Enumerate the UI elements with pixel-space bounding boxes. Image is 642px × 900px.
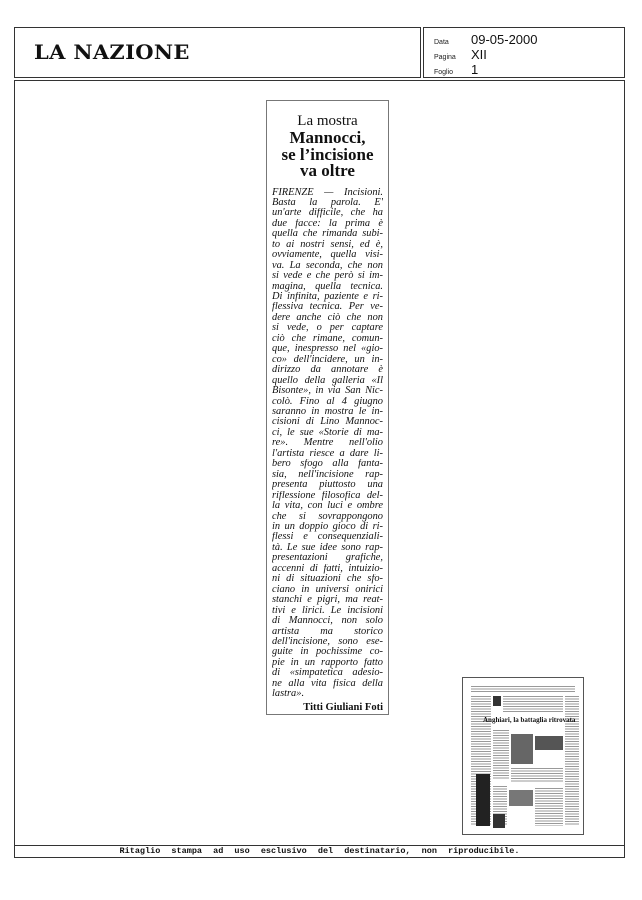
thumb-text-block [493,730,509,780]
article-body-line: si vede e che però si im- [272,271,383,282]
meta-page-value: XII [471,47,487,62]
newspaper-masthead: LA NAZIONE [34,40,190,64]
article-body-line: stanchi e pigri, ma reat- [272,595,383,606]
thumb-photo [493,814,505,828]
article-body-line: ciano in universi onirici [272,584,383,595]
article-body-line: Basta la parola. E' [272,197,383,208]
article-body-line: sia, nell'incisione rap- [272,469,383,480]
thumb-text-block [471,686,575,692]
article-body-line: l'artista riesce a dare li- [272,448,383,459]
article-body-line: che si sovrappongono [272,511,383,522]
article-body-line: accenni di fatti, intuizio- [272,563,383,574]
article-body-line: flessiva tecnica. Per ve- [272,302,383,313]
thumb-text-block [503,696,563,712]
article-body-line: magina, quella tecnica. [272,281,383,292]
article-title-line: va oltre [300,161,355,180]
meta-date [434,32,538,47]
article-body-line: FIRENZE — Incisioni. [272,187,383,198]
article-body-line: colò. Fino al 4 giugno [272,396,383,407]
article-body-line: quella che rimanda subi- [272,229,383,240]
article-body-line: ovviamente, quella visi- [272,250,383,261]
article-body-line: co» dell'incidere, un in- [272,354,383,365]
article-body-line: bero sfogo alla fanta- [272,459,383,470]
article-body-line: va. La seconda, che non [272,260,383,271]
clipping-meta [423,27,625,78]
meta-date-value: 09-05-2000 [471,32,538,47]
article-author: Titti Giuliani Foti [303,701,383,713]
article-body-line: due facce: la prima è [272,218,383,229]
article-body-line: ci, le sue «Storie di ma- [272,427,383,438]
thumb-photo [509,790,533,806]
article-body-line: la vita, con luci e ombre [272,501,383,512]
article-body-line: ni di situazioni che sfo- [272,574,383,585]
article-kicker: La mostra [297,113,358,129]
meta-page-label: Pagina [434,54,456,61]
thumb-headline: Anghiari, la battaglia ritrovata [483,716,576,724]
thumb-photo [535,736,563,750]
article-body-line: artista ma storico [272,626,383,637]
meta-sheet-label: Foglio [434,69,454,76]
article-body [272,188,383,700]
article-body-line: re». Mentre nell'olio [272,438,383,449]
article-body-line: Di infinita, paziente e ri- [272,292,383,303]
article-body-line: Bisonte», in via San Nic- [272,386,383,397]
article-body-line: quello della galleria «Il [272,375,383,386]
article-body-line: di Mannocci, non solo [272,616,383,627]
article-body-line: que, inespresso nel «gio- [272,344,383,355]
meta-sheet [434,62,478,77]
article-body-line: tà. Le sue idee sono rap- [272,542,383,553]
article-body-line: riflessione filosofica del- [272,490,383,501]
article-body-line: to ai nostri sensi, ed è, [272,239,383,250]
article-title-line: se l’incisione [281,144,374,164]
thumb-photo [493,696,501,706]
article-body-line: presenta piuttosto una [272,480,383,491]
article-body-line: tivi e lirici. Le incisioni [272,605,383,616]
meta-page [434,47,487,62]
article-body-line: ne alla vita fisica della [272,678,383,689]
article-clipping [266,100,389,715]
article-body-line: dell'incisione, sono ese- [272,636,383,647]
article-body-line: lastra». [272,689,305,700]
thumb-text-block [511,768,563,782]
article-body-line: dirizzo da annotare è [272,365,383,376]
article-body-line: cisioni di Lino Mannoc- [272,417,383,428]
thumb-photo [476,774,490,826]
article-body-line: guite in pochissime co- [272,647,383,658]
thumb-photo [511,734,533,764]
meta-date-label: Data [434,39,449,46]
article-body-line: pie in un rapporto fatto [272,657,383,668]
article-body-line: saranno in mostra le in- [272,407,383,418]
article-body-line: si vede, o per captare [272,323,383,334]
article-body-line: ciò che rimane, comun- [272,333,383,344]
article-body-line: un'arte difficile, che ha [272,208,383,219]
footer-notice: Ritaglio stampa ad uso esclusivo del destinatario, non riproducibile. [14,845,625,858]
page-thumbnail [462,677,584,835]
article-title-line: Mannocci, [289,128,366,147]
article-body-line: in un doppio gioco di ri- [272,522,383,532]
masthead-box [14,27,421,78]
article-body-line: di «simpatetica adesio- [272,668,383,679]
article-body-line: presentazioni grafiche, [272,553,383,564]
thumb-text-block [535,788,563,826]
article-body-line: dere anche ciò che non [272,312,383,323]
meta-sheet-value: 1 [471,62,479,77]
article-body-line: flessi e consequenziali- [272,532,383,543]
